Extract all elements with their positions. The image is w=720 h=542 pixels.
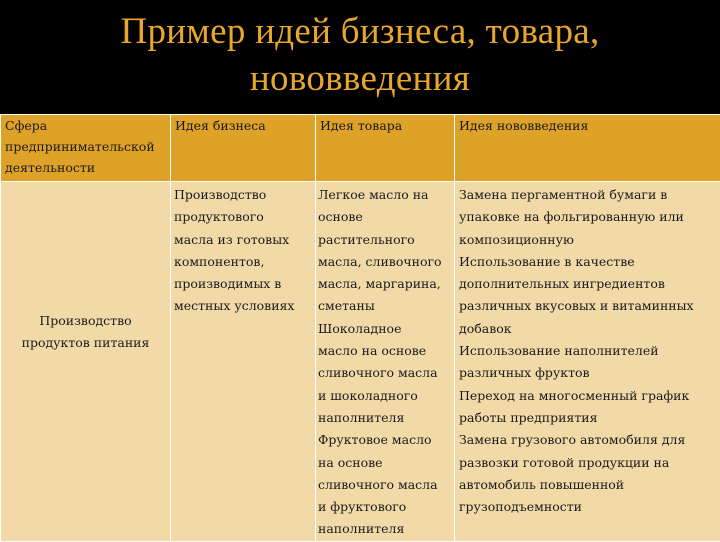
innovation-idea-line: композиционную (459, 229, 718, 251)
cell-sphere (1, 182, 171, 542)
header-innovation-idea: Идея нововведения (455, 115, 720, 182)
product-idea-line: Фруктовое масло (318, 429, 451, 451)
innovation-idea-line: автомобиль повышенной (459, 474, 718, 496)
table-row (1, 182, 720, 542)
header-business-idea: Идея бизнеса (171, 115, 316, 182)
product-idea-line: Легкое масло на (318, 184, 451, 206)
cell-sphere-line: Производство (1, 310, 170, 332)
business-idea-line: Производство (174, 184, 311, 206)
innovation-idea-line: Замена пергаментной бумаги в (459, 184, 718, 206)
cell-sphere-line: продуктов питания (1, 332, 170, 354)
business-idea-line: производимых в (174, 273, 311, 295)
product-idea-line: масло на основе (318, 340, 451, 362)
product-idea-line: на основе (318, 452, 451, 474)
innovation-idea-line: работы предприятия (459, 407, 718, 429)
slide-title-line-2: нововведения (0, 55, 720, 102)
product-idea-line: наполнителя (318, 518, 451, 540)
cell-business-idea (171, 182, 316, 542)
product-idea-line: и шоколадного (318, 385, 451, 407)
cell-product-idea (316, 182, 455, 542)
product-idea-line: сметаны (318, 295, 451, 317)
product-idea-line: масла, сливочного (318, 251, 451, 273)
product-idea-line: и фруктового (318, 496, 451, 518)
product-idea-line: основе (318, 206, 451, 228)
innovation-idea-line: Использование в качестве (459, 251, 718, 273)
header-sphere-line: предпринимательской (5, 136, 170, 157)
innovation-idea-line: упаковке на фольгированную или (459, 206, 718, 228)
innovation-idea-line: добавок (459, 318, 718, 340)
header-sphere-line: деятельности (5, 157, 170, 178)
product-idea-line: сливочного масла (318, 362, 451, 384)
product-idea-line: наполнителя (318, 407, 451, 429)
header-sphere (1, 115, 171, 182)
product-idea-line: масла, маргарина, (318, 273, 451, 295)
business-idea-line: продуктового (174, 206, 311, 228)
innovation-idea-line: различных фруктов (459, 362, 718, 384)
ideas-table (0, 114, 720, 542)
business-idea-line: масла из готовых (174, 229, 311, 251)
cell-innovation-idea (455, 182, 720, 542)
innovation-idea-line: Замена грузового автомобиля для (459, 429, 718, 451)
innovation-idea-line: развозки готовой продукции на (459, 452, 718, 474)
innovation-idea-line: Переход на многосменный график (459, 385, 718, 407)
business-idea-line: компонентов, (174, 251, 311, 273)
business-idea-line: местных условиях (174, 295, 311, 317)
innovation-idea-line: различных вкусовых и витаминных (459, 295, 718, 317)
header-sphere-line: Сфера (5, 115, 170, 136)
innovation-idea-line: грузоподъемности (459, 496, 718, 518)
slide-title-line-1: Пример идей бизнеса, товара, (0, 8, 720, 55)
product-idea-line: растительного (318, 229, 451, 251)
innovation-idea-line: дополнительных ингредиентов (459, 273, 718, 295)
table-header-row (1, 115, 720, 182)
slide-title (0, 8, 720, 102)
product-idea-line: Шоколадное (318, 318, 451, 340)
innovation-idea-line: Использование наполнителей (459, 340, 718, 362)
product-idea-line: сливочного масла (318, 474, 451, 496)
header-product-idea: Идея товара (316, 115, 455, 182)
